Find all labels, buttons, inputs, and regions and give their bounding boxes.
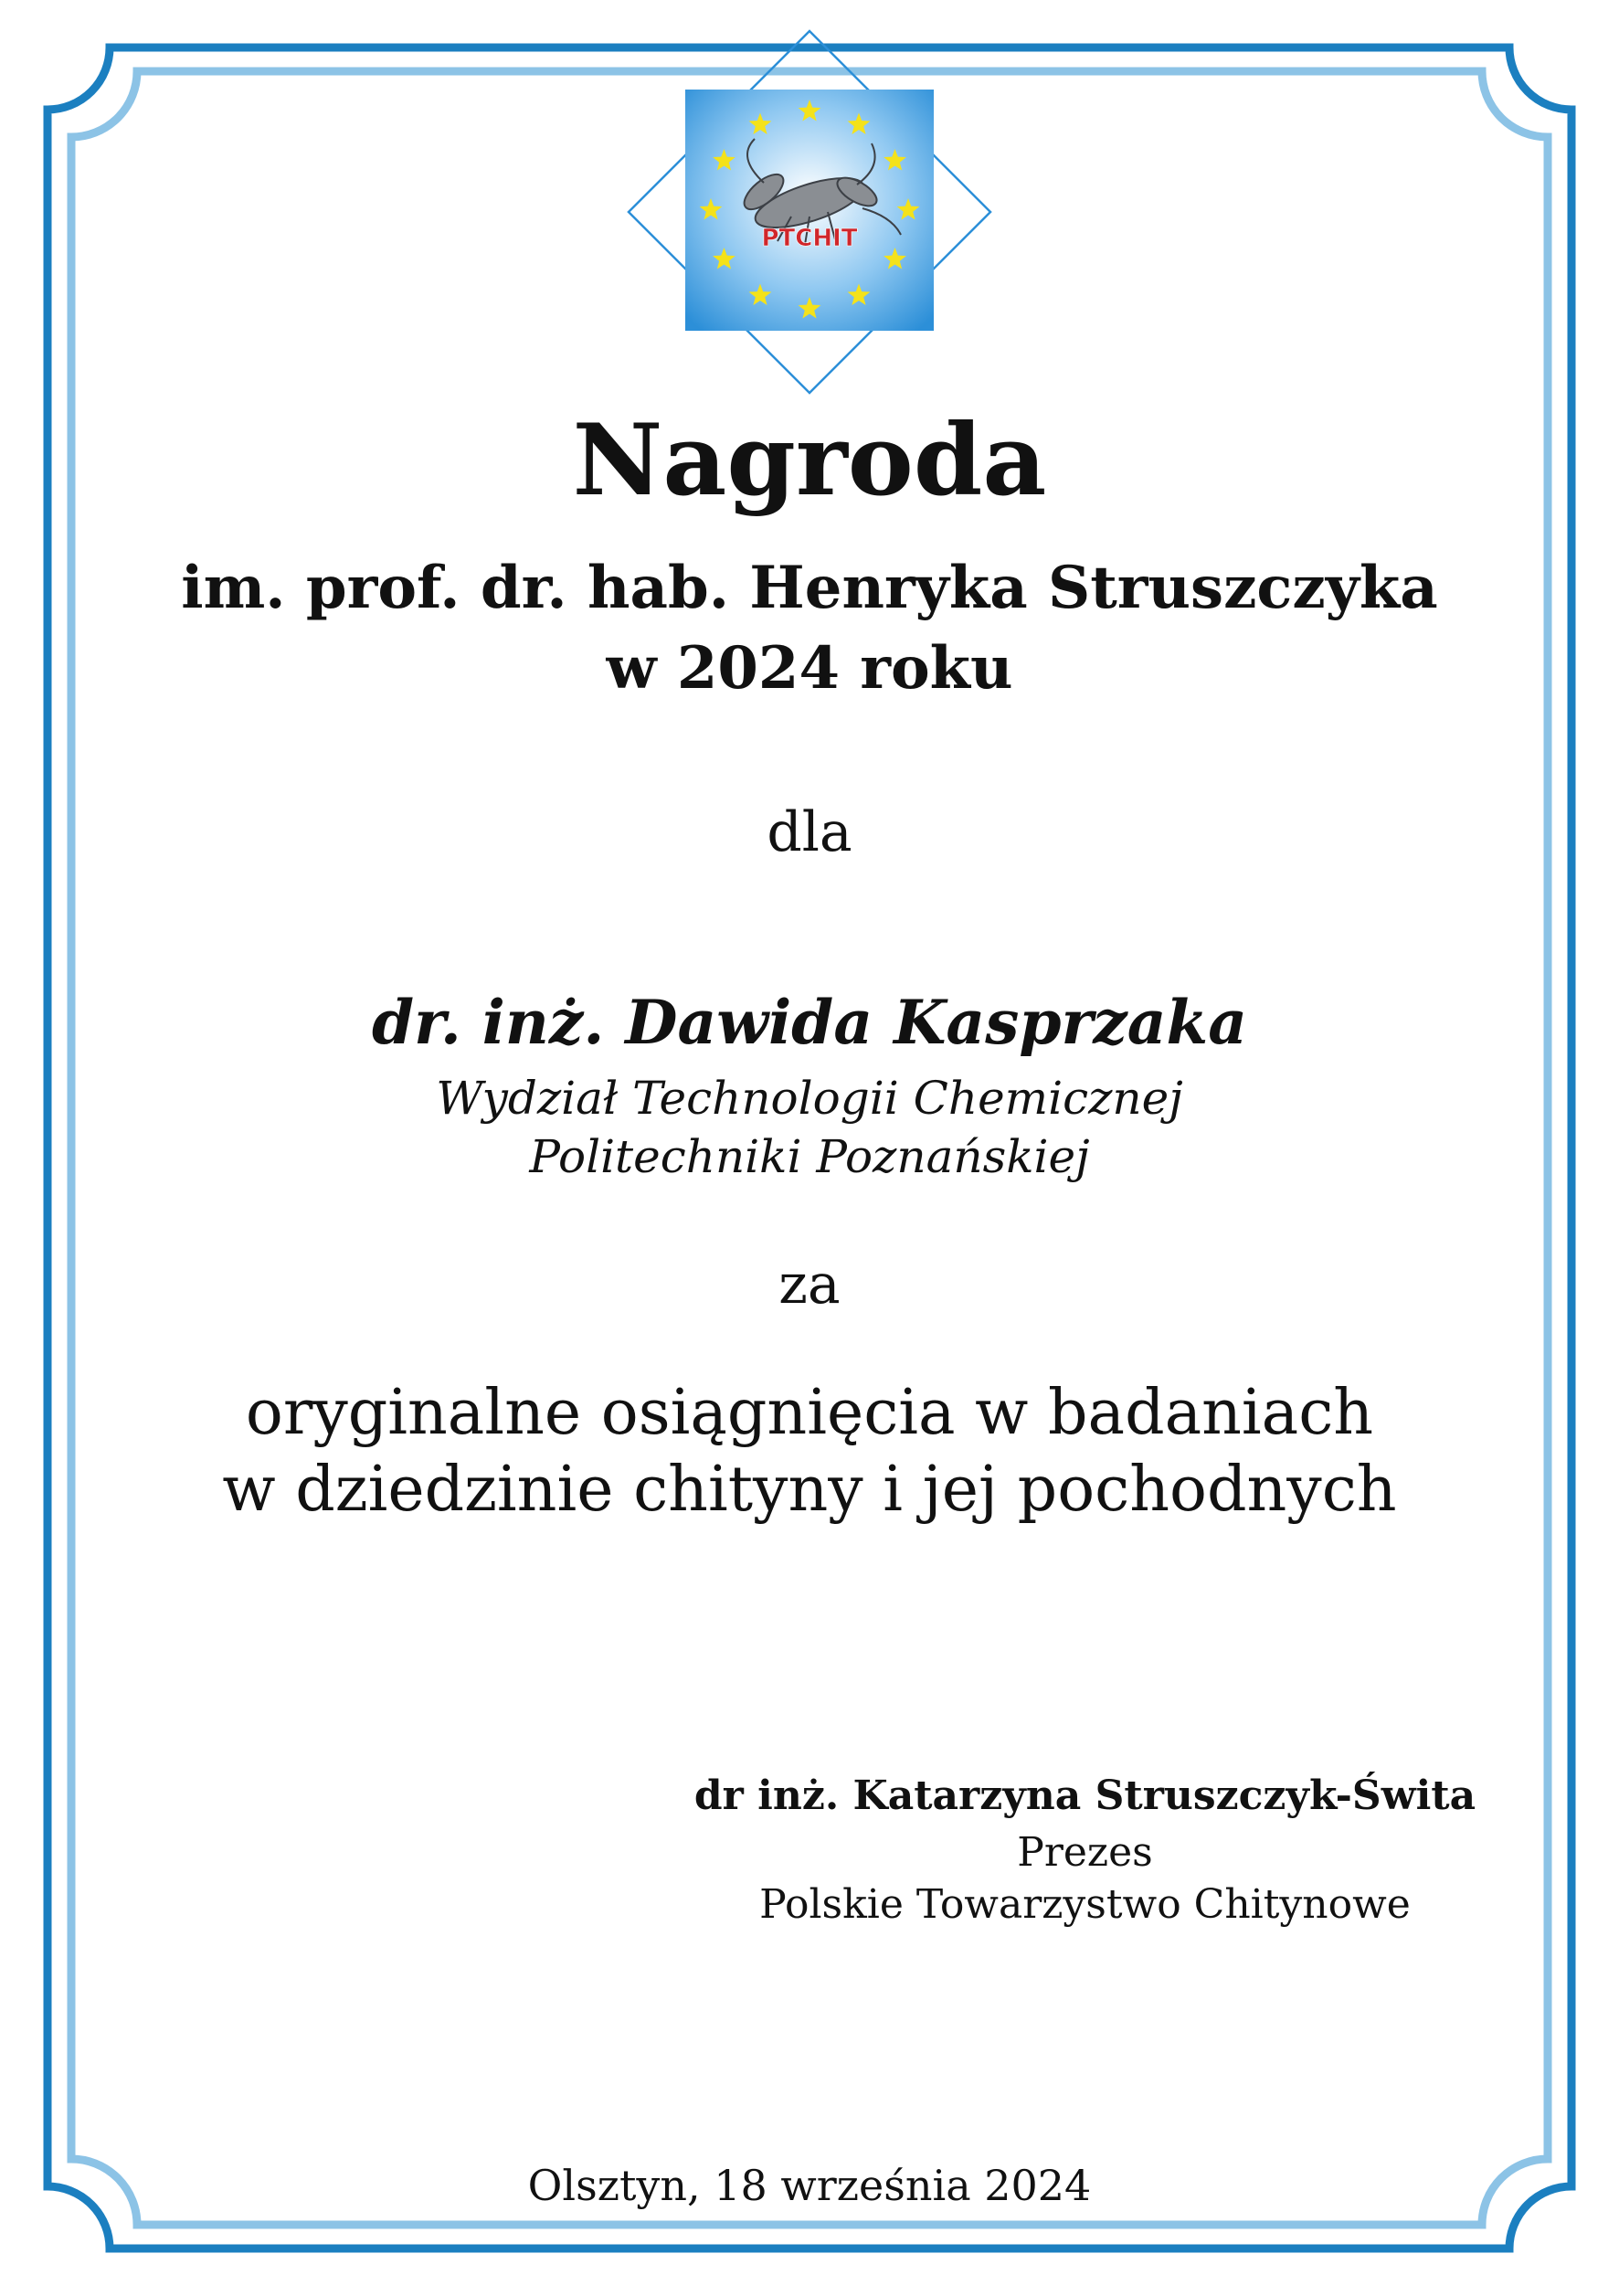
achievement-line: oryginalne osiągnięcia w badaniach	[245, 1377, 1374, 1449]
for-word: dla	[767, 800, 852, 864]
za-word: za	[778, 1253, 841, 1317]
achievement-text	[0, 1375, 1619, 1529]
affiliation-line: Wydział Technologii Chemicznej	[436, 1072, 1183, 1125]
award-subtitle	[0, 548, 1619, 709]
logo-text: PTCHIT	[761, 225, 858, 252]
recipient-affiliation	[0, 1069, 1619, 1186]
award-subtitle-line: im. prof. dr. hab. Henryka Struszczyka	[181, 554, 1438, 622]
place-and-date: Olsztyn, 18 września 2024	[527, 2161, 1092, 2210]
ptchit-logo	[627, 29, 992, 395]
signatory-organization: Polskie Towarzystwo Chitynowe	[759, 1881, 1411, 1928]
award-subtitle-line: w 2024 roku	[606, 634, 1013, 703]
signatory-name: dr inż. Katarzyna Struszczyk-Świta	[693, 1772, 1476, 1819]
achievement-line: w dziedzinie chityny i jej pochodnych	[222, 1454, 1397, 1526]
affiliation-line: Politechniki Poznańskiej	[529, 1130, 1090, 1183]
award-title: Nagroda	[572, 403, 1047, 518]
signatory-role: Prezes	[1017, 1829, 1153, 1876]
recipient-name: dr. inż. Dawida Kasprzaka	[371, 987, 1248, 1058]
